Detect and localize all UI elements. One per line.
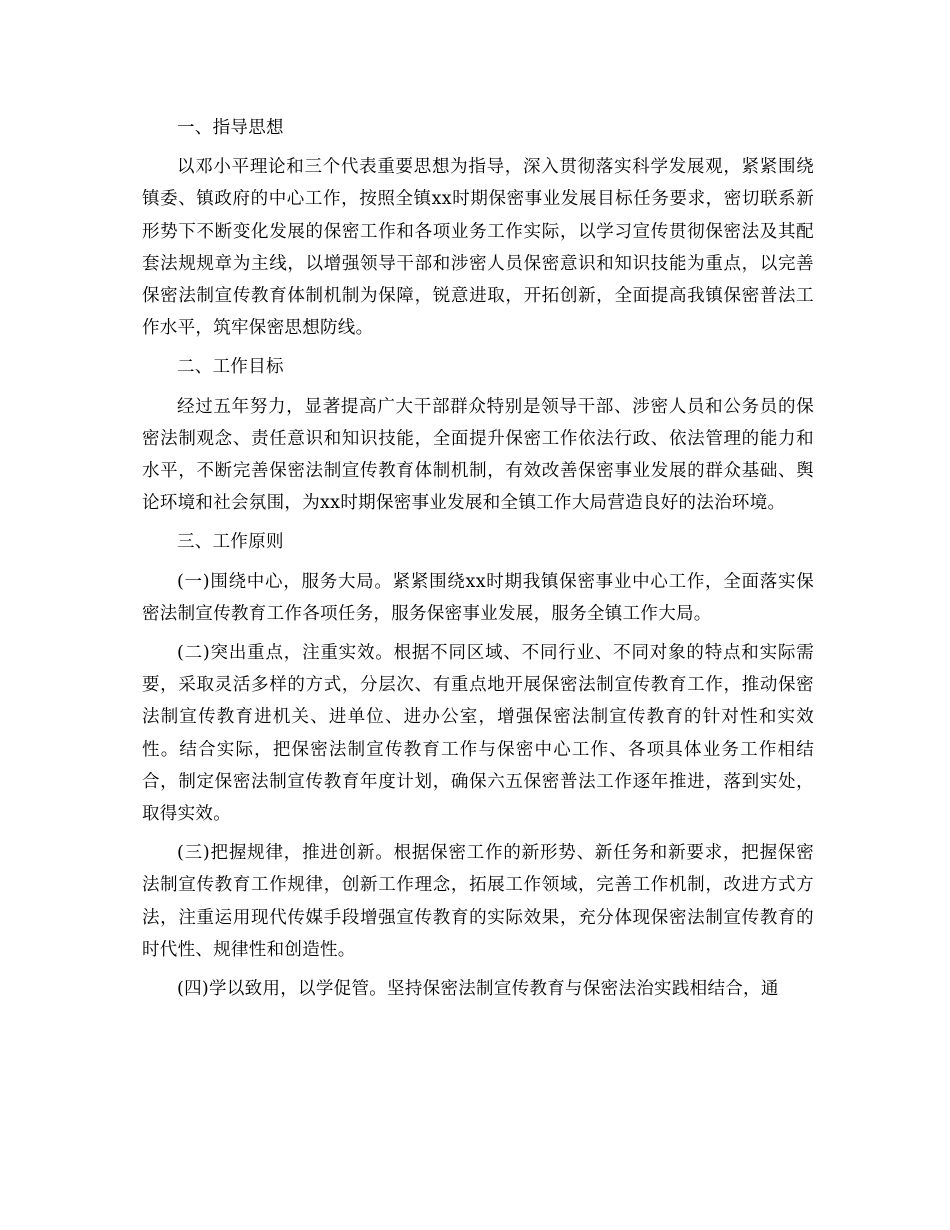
paragraph-principle-1: (一)围绕中心，服务大局。紧紧围绕xx时期我镇保密事业中心工作，全面落实保密法制宣传教育工作各项任务，服务保密事业发展，服务全镇工作大局。 — [142, 571, 814, 624]
spacer — [142, 519, 814, 526]
spacer — [142, 966, 814, 973]
section-heading-guiding-ideology: 一、指导思想 — [177, 118, 284, 138]
spacer — [142, 559, 814, 566]
section-heading-work-goals: 二、工作目标 — [177, 357, 284, 378]
paragraph-principle-2: (二)突出重点，注重实效。根据不同区域、不同行业、不同对象的特点和实际需要，采取灵活多样的方式，分层次、有重点地开展保密法制宣传教育工作，推动保密法制宣传教育进机关、进单位、进办公室，增强保密法制宣传教育的针对性和实效性。结合实际，把保密法制宣传教育工作与保密中心工作、各项具体业务工作相结合，制定保密法制宣传教育年度计划，确保六五保密普法工作逐年推进，落到实处，取得实效。 — [142, 643, 814, 825]
spacer — [142, 630, 814, 637]
spacer — [142, 144, 814, 151]
paragraph-principle-3: (三)把握规律，推进创新。根据保密工作的新形势、新任务和新要求，把握保密法制宣传教育工作规律，创新工作理念，拓展工作领域，完善工作机制，改进方式方法，注重运用现代传媒手段增强宣传教育的实际效果，充分体现保密法制宣传教育的时代性、规律性和创造性。 — [142, 843, 814, 960]
paragraph-principle-4: (四)学以致用，以学促管。坚持保密法制宣传教育与保密法治实践相结合，通 — [177, 979, 779, 1000]
spacer — [142, 830, 814, 837]
spacer — [142, 384, 814, 391]
paragraph-guiding-ideology: 以邓小平理论和三个代表重要思想为指导，深入贯彻落实科学发展观，紧紧围绕镇委、镇政府的中心工作，按照全镇xx时期保密事业发展目标任务要求，密切联系新形势下不断变化发展的保密工作和各项业务工作实际，以学习宣传贯彻保密法及其配套法规规章为主线，以增强领导干部和涉密人员保密意识和知识技能为重点，以完善保密法制宣传教育体制机制为保障，锐意进取，开拓创新，全面提高我镇保密普法工作水平，筑牢保密思想防线。 — [142, 157, 814, 339]
document-body — [142, 112, 814, 1005]
spacer — [142, 344, 814, 351]
paragraph-work-goals: 经过五年努力，显著提高广大干部群众特别是领导干部、涉密人员和公务员的保密法制观念、责任意识和知识技能，全面提升保密工作依法行政、依法管理的能力和水平，不断完善保密法制宣传教育体制机制，有效改善保密事业发展的群众基础、舆论环境和社会氛围，为xx时期保密事业发展和全镇工作大局营造良好的法治环境。 — [142, 396, 814, 514]
section-heading-work-principles: 三、工作原则 — [177, 532, 284, 553]
